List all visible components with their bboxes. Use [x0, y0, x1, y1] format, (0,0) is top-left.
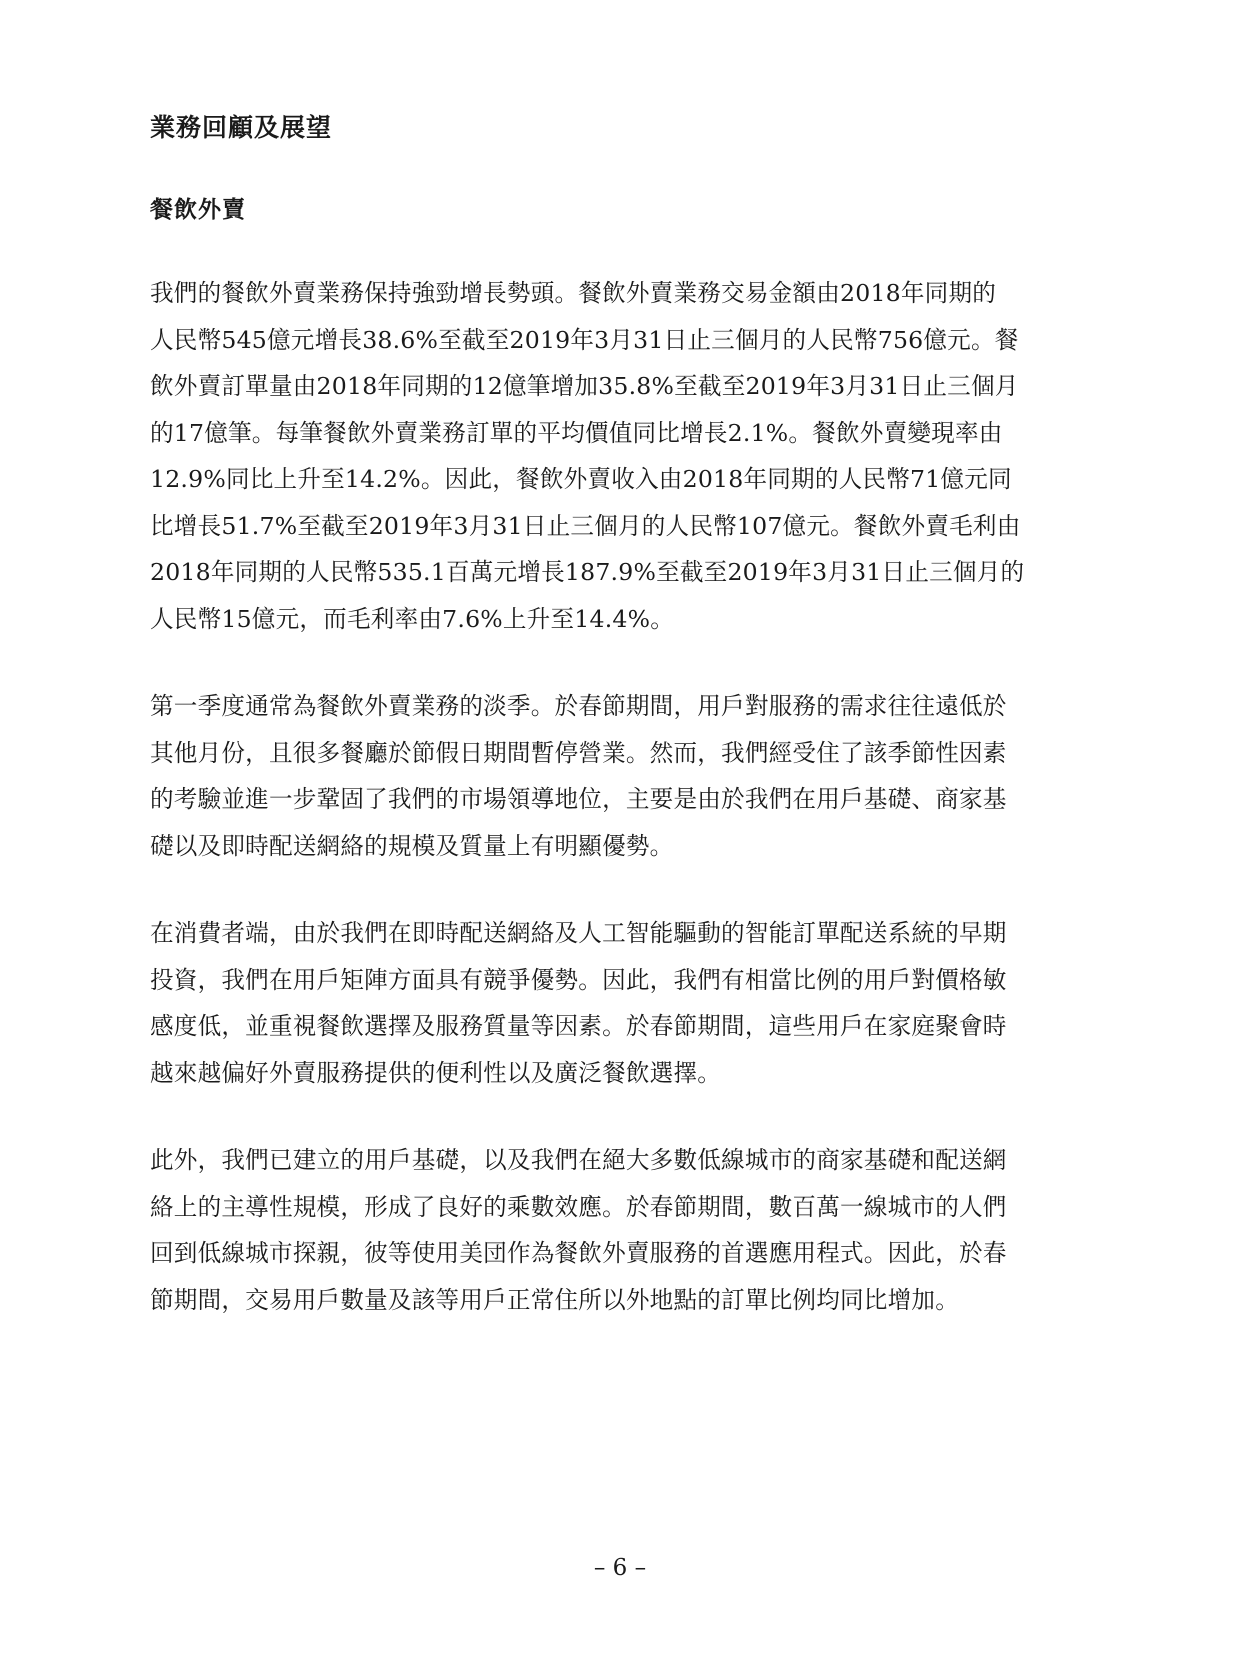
- text-line: 我們的餐飲外賣業務保持強勁增長勢頭。餐飲外賣業務交易金額由2018年同期的: [150, 279, 997, 307]
- paragraph: [150, 1137, 1100, 1323]
- subsection-title: 餐飲外賣: [150, 197, 246, 223]
- text-line: 越來越偏好外賣服務提供的便利性以及廣泛餐飲選擇。: [150, 1058, 722, 1087]
- text-line: 第一季度通常為餐飲外賣業務的淡季。於春節期間，用戶對服務的需求往往遠低於: [150, 692, 1007, 720]
- text-line: 回到低線城市探親，彼等使用美団作為餐飲外賣服務的首選應用程式。因此，於春: [150, 1239, 1007, 1267]
- text-line: 比增長51.7%至截至2019年3月31日止三個月的人民幣107億元。餐飲外賣毛利由: [150, 511, 1021, 540]
- text-line: 其他月份，且很多餐廳於節假日期間暫停營業。然而，我們經受住了該季節性因素: [150, 738, 1007, 767]
- text-line: 12.9%同比上升至14.2%。因此，餐飲外賣收入由2018年同期的人民幣71億元同: [150, 465, 1012, 493]
- text-line: 此外，我們已建立的用戶基礎，以及我們在絕大多數低線城市的商家基礎和配送網: [150, 1146, 1007, 1174]
- text-line: 節期間，交易用戶數量及該等用戶正常住所以外地點的訂單比例均同比增加。: [150, 1285, 959, 1314]
- paragraph: [150, 683, 1100, 869]
- text-line: 感度低，並重視餐飲選擇及服務質量等因素。於春節期間，這些用戶在家庭聚會時: [150, 1012, 1007, 1040]
- body-text: [150, 270, 1100, 1364]
- paragraph: [150, 270, 1100, 642]
- document-page: [150, 0, 1100, 1654]
- text-line: 人民幣545億元增長38.6%至截至2019年3月31日止三個月的人民幣756億元。餐: [150, 325, 1019, 354]
- text-line: 投資，我們在用戶矩陣方面具有競爭優勢。因此，我們有相當比例的用戶對價格敏: [150, 965, 1007, 994]
- text-line: 人民幣15億元，而毛利率由7.6%上升至14.4%。: [150, 604, 675, 633]
- text-line: 在消費者端，由於我們在即時配送網絡及人工智能驅動的智能訂單配送系統的早期: [150, 919, 1007, 947]
- text-line: 的考驗並進一步鞏固了我們的市場領導地位，主要是由於我們在用戶基礎、商家基: [150, 785, 1007, 813]
- text-line: 飲外賣訂單量由2018年同期的12億筆增加35.8%至截至2019年3月31日止三個月: [150, 372, 1019, 400]
- paragraph: [150, 910, 1100, 1096]
- page-number: – 6 –: [593, 1555, 647, 1581]
- text-line: 2018年同期的人民幣535.1百萬元增長187.9%至截至2019年3月31日止三個月的: [150, 558, 1025, 586]
- section-title: 業務回顧及展望: [150, 113, 333, 142]
- text-line: 的17億筆。每筆餐飲外賣業務訂單的平均價值同比增長2.1%。餐飲外賣變現率由: [150, 418, 1003, 447]
- text-line: 礎以及即時配送網絡的規模及質量上有明顯優勢。: [150, 831, 674, 860]
- text-line: 絡上的主導性規模，形成了良好的乘數效應。於春節期間，數百萬一線城市的人們: [150, 1192, 1007, 1221]
